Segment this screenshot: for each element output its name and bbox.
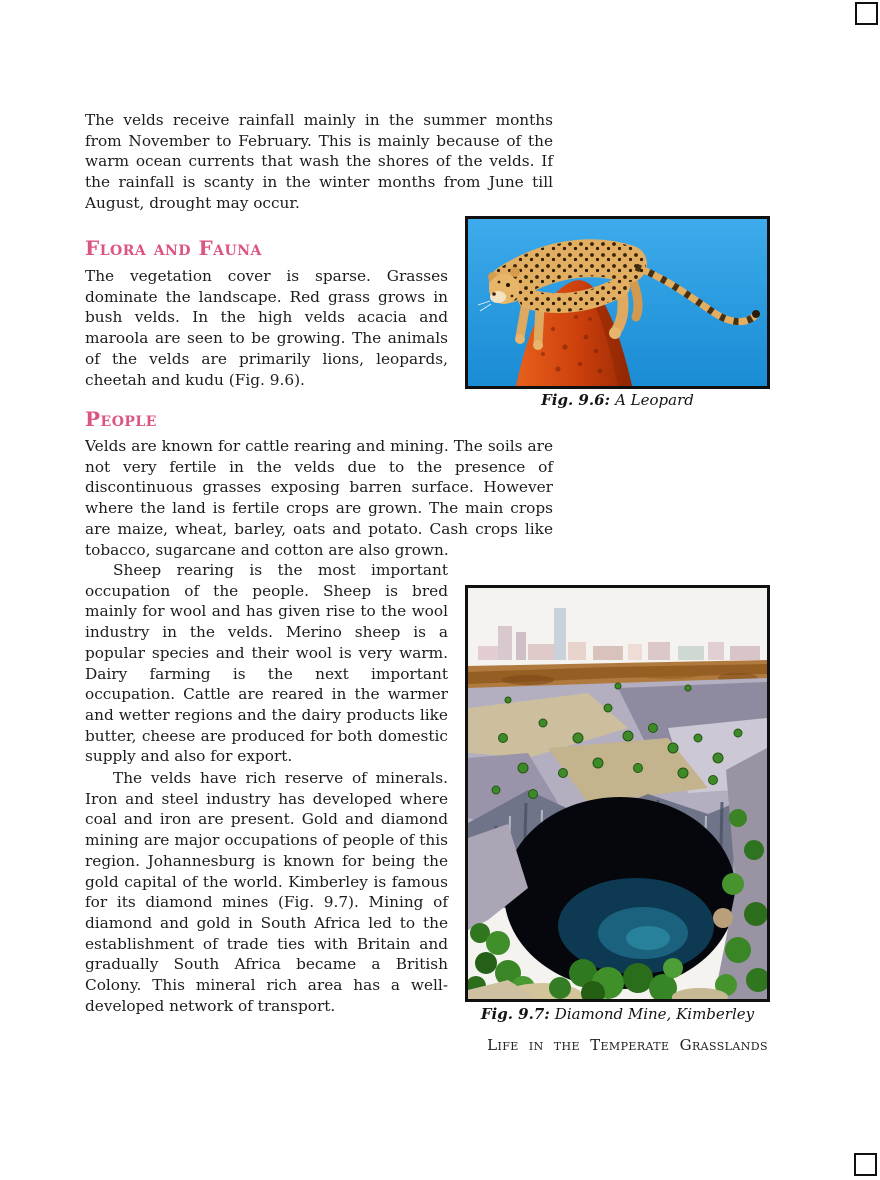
figure-diamond-mine bbox=[465, 585, 770, 1002]
leopard-photo bbox=[468, 219, 767, 386]
figure-caption-text: Diamond Mine, Kimberley bbox=[554, 1005, 755, 1023]
section-heading-flora-and-fauna: Flora and Fauna bbox=[85, 236, 262, 260]
figure-caption-diamond-mine bbox=[440, 1005, 795, 1023]
flora-fauna-paragraph: The vegetation cover is sparse. Grasses dominate the landscape. Red grass grows in bush velds. In the high velds acacia and maroola are seen to be growing. The animals of the velds are primarily lions, leopards, cheetah and kudu (Fig. 9.6). bbox=[85, 267, 448, 389]
page-corner-marker-bottom bbox=[854, 1153, 877, 1176]
figure-label: Fig. 9.6: bbox=[541, 391, 611, 409]
figure-label: Fig. 9.7: bbox=[480, 1005, 550, 1023]
people-paragraph-1: Velds are known for cattle rearing and mining. The soils are not very fertile in the velds due to the presence of discontinuous grasses exposing barren surface. However where the land is fertile crops are grown. The main crops are maize, wheat, barley, oats and potato. Cash crops like tobacco, sugarcane and cotton are also grown. bbox=[85, 437, 553, 559]
people-paragraph-2: Sheep rearing is the most important occupation of the people. Sheep is bred mainly for wool and has given rise to the wool industry in the velds. Merino sheep is a popular species and their wool is very warm. Dairy farming is the next important occupation. Cattle are reared in the warmer and wetter regions and the dairy products like butter, cheese are produced for both domestic supply and also for export. bbox=[85, 561, 448, 766]
page-corner-marker-top bbox=[855, 2, 878, 25]
diamond-mine-photo bbox=[468, 588, 767, 999]
figure-caption-leopard bbox=[465, 391, 770, 409]
section-heading-people: People bbox=[85, 407, 157, 431]
intro-paragraph: The velds receive rainfall mainly in the summer months from November to February. This is mainly because of the warm ocean currents that wash the shores of the velds. If the rainfall is scanty in the winter months from June till August, drought may occur. bbox=[85, 111, 553, 212]
running-footer-title: Life in the Temperate Grasslands bbox=[487, 1036, 768, 1054]
people-paragraph-3: The velds have rich reserve of minerals. Iron and steel industry has developed where coal and iron are present. Gold and diamond mining are major occupations of people of this region. Johannesburg is known for being the gold capital of the world. Kimberley is famous for its diamond mines (Fig. 9.7). Mining of diamond and gold in South Africa led to the establishment of trade ties with Britain and gradually South Africa became a British Colony. This mineral rich area has a well-developed network of transport. bbox=[85, 769, 448, 1015]
figure-caption-text: A Leopard bbox=[615, 391, 694, 409]
figure-leopard bbox=[465, 216, 770, 389]
